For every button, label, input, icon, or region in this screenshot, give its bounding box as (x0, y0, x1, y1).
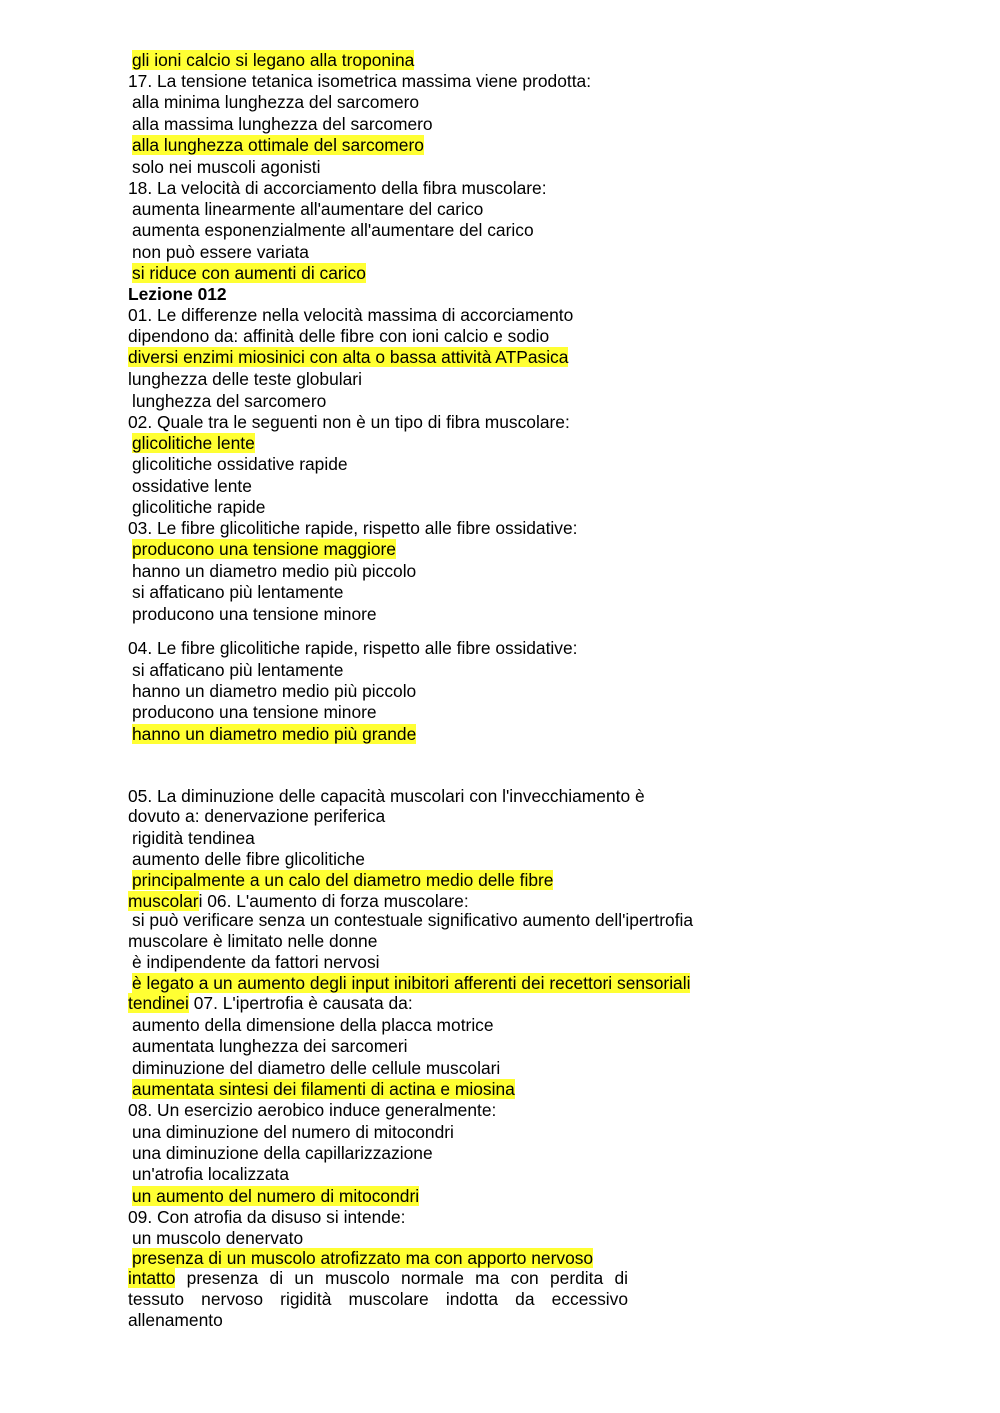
question-09: 09. Con atrofia da disuso si intende: (128, 1207, 406, 1227)
option: ossidative lente (132, 476, 252, 496)
highlighted-answer: principalmente a un calo del diametro medio delle fibre (132, 870, 554, 890)
question-01: 01. Le differenze nella velocità massima di accorciamento (128, 305, 574, 325)
option: lunghezza del sarcomero (132, 391, 327, 411)
option: alla minima lunghezza del sarcomero (132, 92, 420, 112)
option: producono una tensione minore (132, 702, 377, 722)
option (132, 973, 690, 994)
option: producono una tensione minore (132, 604, 377, 624)
text-line: dovuto a: denervazione periferica (128, 806, 386, 826)
option: aumenta linearmente all'aumentare del carico (132, 199, 484, 219)
highlighted-answer: diversi enzimi miosinici con alta o bassa attività ATPasica (128, 347, 569, 367)
highlighted-answer: aumentata sintesi dei filamenti di actina e miosina (132, 1079, 515, 1099)
highlighted-answer: si riduce con aumenti di carico (132, 263, 366, 283)
option: non può essere variata (132, 242, 309, 262)
option: hanno un diametro medio più piccolo (132, 681, 417, 701)
option (132, 433, 255, 454)
highlighted-answer: gli ioni calcio si legano alla troponina (132, 50, 415, 70)
highlighted-answer: hanno un diametro medio più grande (132, 724, 417, 744)
highlighted-answer: tendinei (128, 993, 189, 1013)
option: diminuzione del diametro delle cellule muscolari (132, 1058, 501, 1078)
question-05: 05. La diminuzione delle capacità muscolari con l'invecchiamento è (128, 786, 645, 806)
highlighted-answer: intatto (128, 1268, 176, 1288)
question-04: 04. Le fibre glicolitiche rapide, rispetto alle fibre ossidative: (128, 638, 578, 658)
section-heading: Lezione 012 (128, 284, 227, 304)
option (132, 1079, 515, 1100)
option: si può verificare senza un contestuale significativo aumento dell'ipertrofia (132, 910, 694, 930)
option (132, 1186, 419, 1207)
question-03: 03. Le fibre glicolitiche rapide, rispetto alle fibre ossidative: (128, 518, 578, 538)
highlighted-answer: un aumento del numero di mitocondri (132, 1186, 420, 1206)
option: aumento delle fibre glicolitiche (132, 849, 365, 869)
text-line (128, 1268, 628, 1289)
highlighted-answer: glicolitiche lente (132, 433, 255, 453)
option: aumenta esponenzialmente all'aumentare del carico (132, 220, 534, 240)
option: solo nei muscoli agonisti (132, 157, 321, 177)
question-02: 02. Quale tra le seguenti non è un tipo di fibra muscolare: (128, 412, 570, 432)
highlighted-answer: muscolar (128, 891, 199, 911)
option: presenza di un muscolo normale ma con perdita di (175, 1268, 628, 1288)
option (132, 539, 396, 560)
option: tessuto nervoso rigidità muscolare indotta da eccessivo (128, 1289, 628, 1309)
highlighted-answer: producono una tensione maggiore (132, 539, 396, 559)
text-line: dipendono da: affinità delle fibre con ioni calcio e sodio (128, 326, 550, 346)
question-18: 18. La velocità di accorciamento della fibra muscolare: (128, 178, 547, 198)
option: glicolitiche rapide (132, 497, 266, 517)
option: lunghezza delle teste globulari (128, 369, 362, 389)
option: una diminuzione del numero di mitocondri (132, 1122, 454, 1142)
text-line (128, 993, 413, 1014)
option (128, 347, 568, 368)
highlighted-answer: alla lunghezza ottimale del sarcomero (132, 135, 424, 155)
option: muscolare è limitato nelle donne (128, 931, 378, 951)
option: alla massima lunghezza del sarcomero (132, 114, 433, 134)
option: si affaticano più lentamente (132, 660, 344, 680)
option (132, 135, 424, 156)
option (132, 724, 416, 745)
option (132, 870, 553, 891)
question-06: i 06. L'aumento di forza muscolare: (198, 891, 469, 911)
question-08: 08. Un esercizio aerobico induce generalmente: (128, 1100, 497, 1120)
option: aumentata lunghezza dei sarcomeri (132, 1036, 408, 1056)
option: un muscolo denervato (132, 1228, 304, 1248)
text-line (132, 50, 414, 71)
option: un'atrofia localizzata (132, 1164, 290, 1184)
option: è indipendente da fattori nervosi (132, 952, 380, 972)
option: si affaticano più lentamente (132, 582, 344, 602)
option: aumento della dimensione della placca motrice (132, 1015, 494, 1035)
text-line (128, 891, 469, 912)
option: rigidità tendinea (132, 828, 255, 848)
highlighted-answer: è legato a un aumento degli input inibitori afferenti dei recettori sensoriali (132, 973, 691, 993)
option: hanno un diametro medio più piccolo (132, 561, 417, 581)
question-07: 07. L'ipertrofia è causata da: (188, 993, 413, 1013)
option (132, 263, 366, 284)
question-17: 17. La tensione tetanica isometrica massima viene prodotta: (128, 71, 592, 91)
option: glicolitiche ossidative rapide (132, 454, 348, 474)
option (132, 1248, 593, 1269)
option: una diminuzione della capillarizzazione (132, 1143, 433, 1163)
highlighted-answer: presenza di un muscolo atrofizzato ma con apporto nervoso (132, 1248, 594, 1268)
option: allenamento (128, 1310, 223, 1330)
